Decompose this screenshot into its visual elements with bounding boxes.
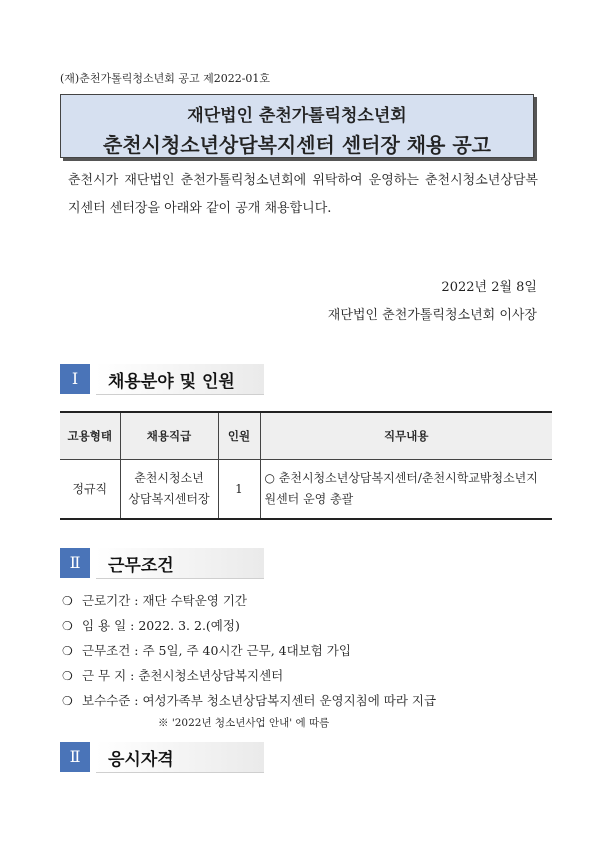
section-number: Ⅰ <box>60 364 90 394</box>
list-item <box>62 665 436 690</box>
circle-bullet-icon: ❍ <box>62 669 73 683</box>
list-item <box>62 590 436 615</box>
header-employment-type: 고용형태 <box>60 412 120 460</box>
circle-bullet-icon: ❍ <box>62 644 73 658</box>
section-number: Ⅱ <box>60 548 90 578</box>
section-title: 채용분야 및 인원 <box>108 372 235 392</box>
table-row <box>60 460 552 520</box>
announcement-date: 2022년 2월 8일 <box>441 280 537 295</box>
organization-signature: 재단법인 춘천가톨릭청소년회 이사장 <box>327 308 537 323</box>
header-position: 채용직급 <box>120 412 218 460</box>
condition-text: 근 무 지 : 춘천시청소년상담복지센터 <box>82 668 284 683</box>
cell-position <box>120 460 218 520</box>
section-title: 근무조건 <box>108 556 174 576</box>
list-item <box>62 615 436 640</box>
cell-duty: ○ 춘천시청소년상담복지센터/춘천시학교밖청소년지원센터 운영 총괄 <box>260 460 552 520</box>
cell-employment-type: 정규직 <box>60 460 120 520</box>
title-line-1: 재단법인 춘천가톨릭청소년회 <box>187 106 407 126</box>
circle-bullet-icon: ❍ <box>62 694 73 708</box>
conditions-list <box>62 590 436 715</box>
header-duty: 직무내용 <box>260 412 552 460</box>
section-title-bar <box>96 742 264 773</box>
section-title-bar <box>96 548 264 579</box>
title-line-2: 춘천시청소년상담복지센터 센터장 채용 공고 <box>103 133 491 157</box>
list-item <box>62 690 436 715</box>
circle-bullet-icon: ❍ <box>62 619 73 633</box>
condition-text: 근무조건 : 주 5일, 주 40시간 근무, 4대보험 가입 <box>82 643 351 658</box>
condition-text: 근로기간 : 재단 수탁운영 기간 <box>82 593 248 608</box>
condition-text: 임 용 일 : 2022. 3. 2.(예정) <box>82 618 240 633</box>
table-header-row <box>60 412 552 460</box>
title-box <box>60 94 534 158</box>
header-count: 인원 <box>218 412 260 460</box>
notice-number: (재)춘천가톨릭청소년회 공고 제2022-01호 <box>60 72 271 85</box>
hiring-table <box>60 411 552 520</box>
intro-paragraph: 춘천시가 재단법인 춘천가톨릭청소년회에 위탁하여 운영하는 춘천시청소년상담복지센터 센터장을 아래와 같이 공개 채용합니다. <box>68 173 538 216</box>
salary-note: ※ '2022년 청소년사업 안내' 에 따름 <box>158 717 330 729</box>
section-title: 응시자격 <box>108 750 174 770</box>
position-line-2: 상담복지센터장 <box>128 492 210 506</box>
position-line-1: 춘천시청소년 <box>134 471 204 485</box>
list-item <box>62 640 436 665</box>
condition-text: 보수수준 : 여성가족부 청소년상담복지센터 운영지침에 따라 지급 <box>82 693 437 708</box>
cell-count: 1 <box>218 460 260 520</box>
section-title-bar <box>96 364 264 395</box>
section-number: Ⅱ <box>60 742 90 772</box>
circle-bullet-icon: ❍ <box>62 594 73 608</box>
